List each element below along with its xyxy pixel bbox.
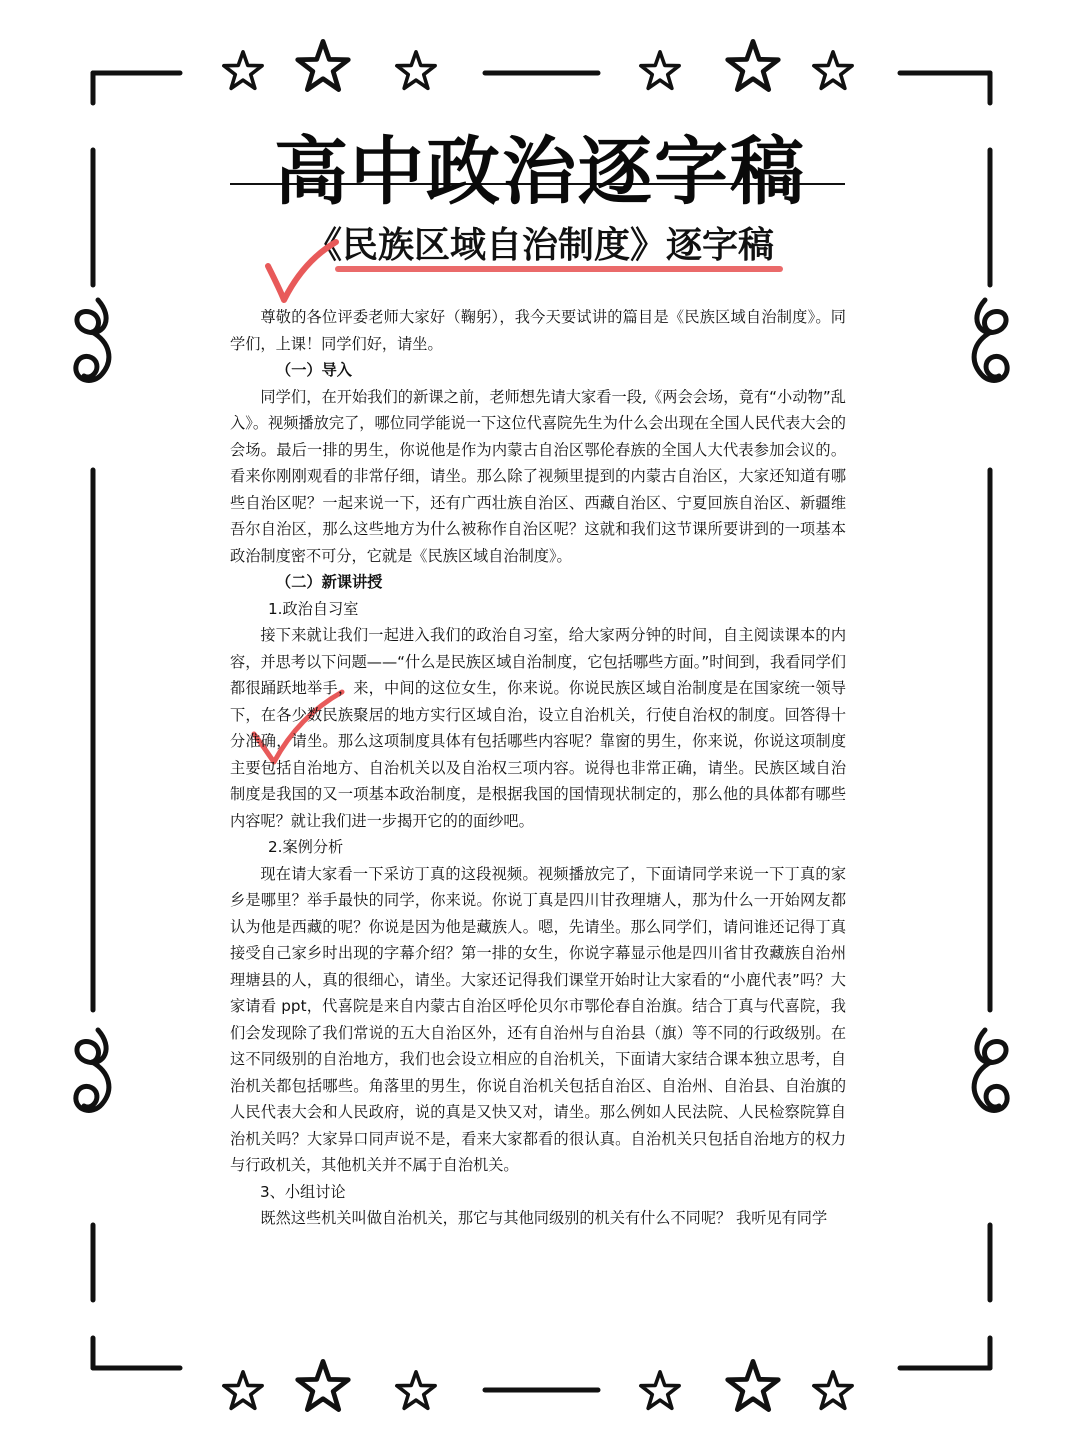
page-subtitle: 《民族区域自治制度》逐字稿 — [305, 225, 774, 266]
body-paragraph: 现在请大家看一下采访丁真的这段视频。视频播放完了，下面请同学来说一下丁真的家乡是哪里？举手最快的同学，你来说。你说丁真是四川甘孜理塘人，那为什么一开始网友都认为他是西藏的呢？你说是因为他是藏族人。嗯，先请坐。那么同学们，请问谁还记得丁真接受自己家乡时出现的字幕介绍？第一排的女生，你说字幕显示他是四川省甘孜藏族自治州理塘县的人，真的很细心，请坐。大家还记得我们课堂开始时让大家看的“小鹿代表”吗？大家请看 ppt，代喜院是来自内蒙古自治区呼伦贝尔市鄂伦春自治旗。结合丁真与代喜院，我们会发现除了我们常说的五大自治区外，还有自治州与自治县（旗）等不同的行政级别。在这不同级别的自治地方，我们也会设立相应的自治机关，下面请大家结合课本独立思考，自治机关都包括哪些。角落里的男生，你说自治机关包括自治区、自治州、自治县、自治旗的人民代表大会和人民政府，说的真是又快又对，请坐。那么例如人民法院、人民检察院算自治机关吗？大家异口同声说不是，看来大家都看的很认真。自治机关只包括自治地方的权力与行政机关，其他机关并不属于自治机关。 — [230, 864, 846, 1174]
section-heading: （二）新课讲授 — [276, 573, 383, 591]
section-heading: （一）导入 — [276, 361, 352, 379]
star-icon — [224, 41, 852, 89]
body-paragraph: 接下来就让我们一起进入我们的政治自习室，给大家两分钟的时间，自主阅读课本的内容，并思考以下问题——“什么是民族区域自治制度，它包括哪些方面。”时间到，我看同学们都很踊跃地举手，来，中间的这位女生，你来说。你说民族区域自治制度是在国家统一领导下，在各少数民族聚居的地方实行区域自治，设立自治机关，行使自治权的制度。回答得十分准确，请坐。那么这项制度具体有包括哪些内容呢？靠窗的男生，你来说，你说这项制度主要包括自治地方、自治机关以及自治权三项内容。说得也非常正确，请坐。民族区域自治制度是我国的又一项基本政治制度，是根据我国的国情现状制定的，那么他的具体都有哪些内容呢？就让我们进一步揭开它的的面纱吧。 — [230, 626, 846, 830]
page-title: 高中政治逐字稿 — [274, 129, 806, 215]
star-icon — [224, 1361, 852, 1409]
body-paragraph: 尊敬的各位评委老师大家好（鞠躬），我今天要试讲的篇目是《民族区域自治制度》。同学们，上课！同学们好，请坐。 — [230, 308, 846, 353]
body-paragraph: 同学们，在开始我们的新课之前，老师想先请大家看一段,《两会会场，竟有“小动物”乱入》。视频播放完了，哪位同学能说一下这位代喜院先生为什么会出现在全国人民代表大会的会场。最后一排的男生，你说他是作为内蒙古自治区鄂伦春族的全国人大代表参加会议的。看来你刚刚观看的非常仔细，请坐。那么除了视频里提到的内蒙古自治区，大家还知道有哪些自治区呢？一起来说一下，还有广西壮族自治区、西藏自治区、宁夏回族自治区、新疆维吾尔自治区，那么这些地方为什么被称作自治区呢？这就和我们这节课所要讲到的一项基本政治制度密不可分，它就是《民族区域自治制度》。 — [230, 387, 846, 565]
check-mark-icon — [262, 238, 342, 308]
body-paragraph: 既然这些机关叫做自治机关，那它与其他同级别的机关有什么不同呢？ 我听见有同学 — [260, 1209, 828, 1227]
top-border — [93, 73, 990, 103]
section-heading: 3、小组讨论 — [260, 1182, 346, 1201]
section-heading: 2.案例分析 — [268, 838, 344, 856]
bottom-border — [93, 1338, 990, 1390]
article-body — [230, 304, 846, 1232]
section-heading: 1.政治自习室 — [268, 599, 359, 618]
